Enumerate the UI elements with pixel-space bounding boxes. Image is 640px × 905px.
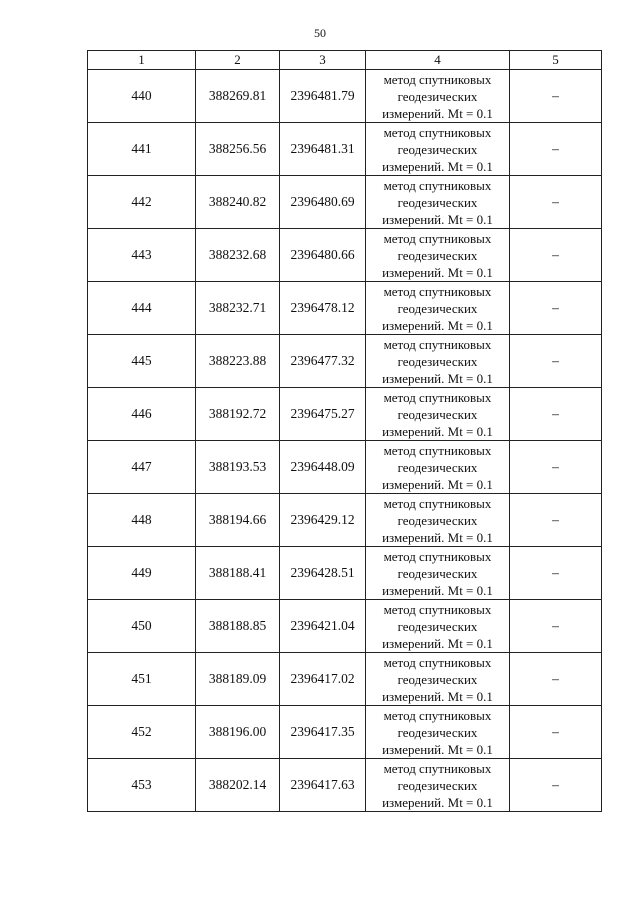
method-line: метод спутниковых (383, 124, 492, 140)
method-line: метод спутниковых (383, 389, 492, 405)
column-header-4: 4 (366, 51, 510, 70)
column-header-1: 1 (88, 51, 196, 70)
page-number: 50 (314, 26, 326, 40)
method-line: геодезических (397, 512, 478, 528)
method-cell (366, 759, 510, 812)
x-coordinate-cell: 388188.41 (196, 547, 280, 600)
method-line: геодезических (397, 724, 478, 740)
method-cell (366, 547, 510, 600)
y-coordinate-cell: 2396421.04 (280, 600, 366, 653)
method-line: метод спутниковых (383, 601, 492, 617)
method-line: измерений. Mt = 0.1 (382, 529, 493, 545)
method-line: метод спутниковых (383, 71, 492, 87)
method-line: геодезических (397, 565, 478, 581)
method-cell (366, 70, 510, 123)
y-coordinate-cell: 2396481.79 (280, 70, 366, 123)
point-number-cell: 446 (88, 388, 196, 441)
note-cell: – (510, 335, 602, 388)
method-line: измерений. Mt = 0.1 (382, 423, 493, 439)
point-number-cell: 453 (88, 759, 196, 812)
table-row (88, 547, 602, 600)
note-cell: – (510, 123, 602, 176)
point-number-cell: 451 (88, 653, 196, 706)
method-cell (366, 388, 510, 441)
method-line: метод спутниковых (383, 336, 492, 352)
point-number-cell: 448 (88, 494, 196, 547)
y-coordinate-cell: 2396480.69 (280, 176, 366, 229)
table-row (88, 123, 602, 176)
x-coordinate-cell: 388192.72 (196, 388, 280, 441)
table-row (88, 706, 602, 759)
note-cell: – (510, 441, 602, 494)
method-cell (366, 653, 510, 706)
x-coordinate-cell: 388240.82 (196, 176, 280, 229)
x-coordinate-cell: 388189.09 (196, 653, 280, 706)
method-line: геодезических (397, 406, 478, 422)
method-line: геодезических (397, 141, 478, 157)
method-line: геодезических (397, 353, 478, 369)
note-cell: – (510, 282, 602, 335)
y-coordinate-cell: 2396417.35 (280, 706, 366, 759)
table-row (88, 388, 602, 441)
method-line: метод спутниковых (383, 707, 492, 723)
x-coordinate-cell: 388193.53 (196, 441, 280, 494)
note-cell: – (510, 229, 602, 282)
table-row (88, 759, 602, 812)
method-cell (366, 706, 510, 759)
method-line: геодезических (397, 247, 478, 263)
method-line: метод спутниковых (383, 495, 492, 511)
method-line: геодезических (397, 194, 478, 210)
note-cell: – (510, 176, 602, 229)
header-row (88, 51, 602, 70)
method-cell (366, 494, 510, 547)
point-number-cell: 452 (88, 706, 196, 759)
column-header-2: 2 (196, 51, 280, 70)
method-cell (366, 600, 510, 653)
method-line: геодезических (397, 777, 478, 793)
method-line: измерений. Mt = 0.1 (382, 105, 493, 121)
note-cell: – (510, 70, 602, 123)
method-line: измерений. Mt = 0.1 (382, 582, 493, 598)
y-coordinate-cell: 2396478.12 (280, 282, 366, 335)
column-header-5: 5 (510, 51, 602, 70)
table-row (88, 335, 602, 388)
point-number-cell: 441 (88, 123, 196, 176)
y-coordinate-cell: 2396480.66 (280, 229, 366, 282)
method-line: метод спутниковых (383, 283, 492, 299)
method-cell (366, 335, 510, 388)
method-cell (366, 441, 510, 494)
y-coordinate-cell: 2396477.32 (280, 335, 366, 388)
method-line: измерений. Mt = 0.1 (382, 264, 493, 280)
method-cell (366, 282, 510, 335)
y-coordinate-cell: 2396417.02 (280, 653, 366, 706)
table-body (88, 70, 602, 812)
method-line: геодезических (397, 88, 478, 104)
method-line: геодезических (397, 459, 478, 475)
method-line: метод спутниковых (383, 654, 492, 670)
point-number-cell: 445 (88, 335, 196, 388)
table-row (88, 441, 602, 494)
y-coordinate-cell: 2396428.51 (280, 547, 366, 600)
y-coordinate-cell: 2396417.63 (280, 759, 366, 812)
method-line: измерений. Mt = 0.1 (382, 211, 493, 227)
note-cell: – (510, 706, 602, 759)
table-row (88, 282, 602, 335)
table-row (88, 176, 602, 229)
x-coordinate-cell: 388232.71 (196, 282, 280, 335)
table-row (88, 653, 602, 706)
point-number-cell: 440 (88, 70, 196, 123)
method-cell (366, 123, 510, 176)
point-number-cell: 444 (88, 282, 196, 335)
method-line: измерений. Mt = 0.1 (382, 370, 493, 386)
method-line: измерений. Mt = 0.1 (382, 635, 493, 651)
table-row (88, 229, 602, 282)
point-number-cell: 442 (88, 176, 196, 229)
x-coordinate-cell: 388223.88 (196, 335, 280, 388)
point-number-cell: 447 (88, 441, 196, 494)
method-line: геодезических (397, 300, 478, 316)
y-coordinate-cell: 2396475.27 (280, 388, 366, 441)
point-number-cell: 450 (88, 600, 196, 653)
x-coordinate-cell: 388188.85 (196, 600, 280, 653)
method-cell (366, 176, 510, 229)
x-coordinate-cell: 388232.68 (196, 229, 280, 282)
method-line: метод спутниковых (383, 442, 492, 458)
method-line: измерений. Mt = 0.1 (382, 794, 493, 810)
table-row (88, 494, 602, 547)
coordinates-table (87, 50, 602, 812)
method-line: измерений. Mt = 0.1 (382, 158, 493, 174)
method-cell (366, 229, 510, 282)
note-cell: – (510, 653, 602, 706)
method-line: измерений. Mt = 0.1 (382, 317, 493, 333)
note-cell: – (510, 494, 602, 547)
method-line: метод спутниковых (383, 548, 492, 564)
x-coordinate-cell: 388196.00 (196, 706, 280, 759)
method-line: измерений. Mt = 0.1 (382, 476, 493, 492)
table-row (88, 70, 602, 123)
y-coordinate-cell: 2396481.31 (280, 123, 366, 176)
note-cell: – (510, 547, 602, 600)
table-row (88, 600, 602, 653)
method-line: метод спутниковых (383, 177, 492, 193)
method-line: метод спутниковых (383, 760, 492, 776)
x-coordinate-cell: 388269.81 (196, 70, 280, 123)
note-cell: – (510, 759, 602, 812)
note-cell: – (510, 600, 602, 653)
y-coordinate-cell: 2396448.09 (280, 441, 366, 494)
method-line: геодезических (397, 671, 478, 687)
note-cell: – (510, 388, 602, 441)
method-line: метод спутниковых (383, 230, 492, 246)
x-coordinate-cell: 388256.56 (196, 123, 280, 176)
column-header-3: 3 (280, 51, 366, 70)
point-number-cell: 443 (88, 229, 196, 282)
x-coordinate-cell: 388194.66 (196, 494, 280, 547)
y-coordinate-cell: 2396429.12 (280, 494, 366, 547)
method-line: измерений. Mt = 0.1 (382, 688, 493, 704)
method-line: геодезических (397, 618, 478, 634)
x-coordinate-cell: 388202.14 (196, 759, 280, 812)
method-line: измерений. Mt = 0.1 (382, 741, 493, 757)
point-number-cell: 449 (88, 547, 196, 600)
